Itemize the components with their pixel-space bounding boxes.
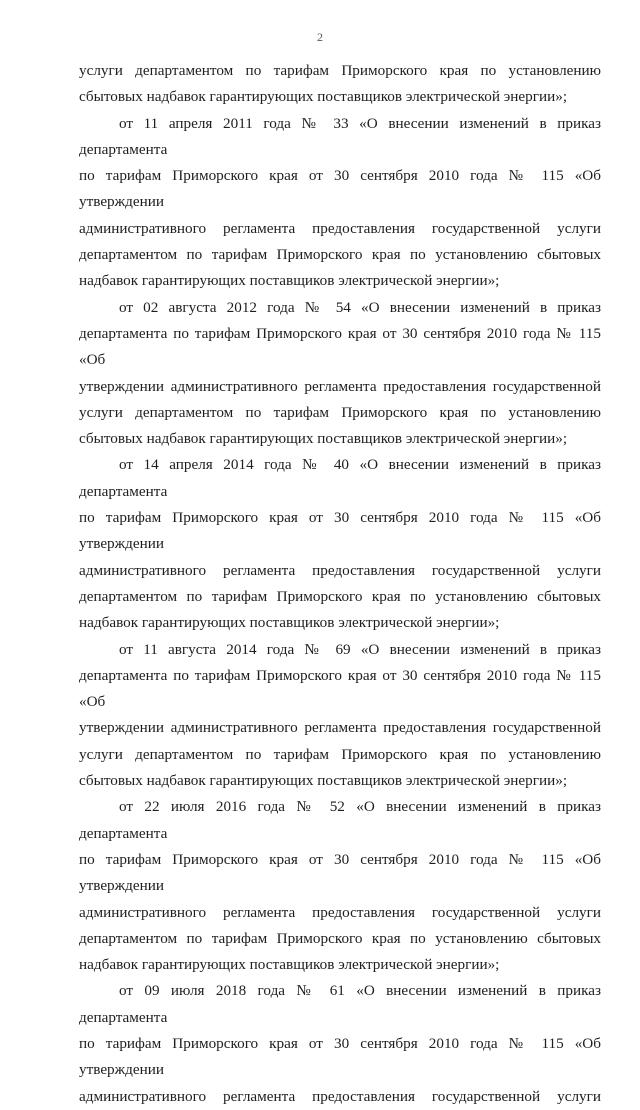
document-body bbox=[79, 58, 601, 1110]
text-line: сбытовых надбавок гарантирующих поставщиков электрической энергии»; bbox=[79, 772, 568, 790]
text-line: от 11 августа 2014 года № 69 «О внесении изменений в приказ bbox=[119, 640, 601, 658]
text-line: по тарифам Приморского края от 30 сентября 2010 года № 115 «Об утверждении bbox=[79, 1034, 601, 1079]
text-line: департамента по тарифам Приморского края от 30 сентября 2010 года № 115 «Об bbox=[79, 324, 601, 369]
text-line: услуги департаментом по тарифам Приморского края по установлению bbox=[79, 403, 601, 421]
text-line: услуги департаментом по тарифам Приморского края по установлению bbox=[79, 745, 601, 763]
text-line: от 09 июля 2018 года № 61 «О внесении изменений в приказ департамента bbox=[79, 982, 601, 1026]
text-line: административного регламента предоставления государственной услуги bbox=[79, 561, 601, 579]
text-line: надбавок гарантирующих поставщиков электрической энергии»; bbox=[79, 272, 500, 290]
text-line: административного регламента предоставления государственной услуги bbox=[79, 219, 601, 237]
text-line: утверждении административного регламента предоставления государственной bbox=[79, 377, 601, 395]
text-line: по тарифам Приморского края от 30 сентября 2010 года № 115 «Об утверждении bbox=[79, 167, 601, 211]
text-line: административного регламента предоставления государственной услуги bbox=[79, 1087, 601, 1105]
text-line: департаментом по тарифам Приморского края по установлению сбытовых bbox=[79, 246, 601, 264]
text-line: сбытовых надбавок гарантирующих поставщиков электрической энергии»; bbox=[79, 430, 568, 448]
text-block bbox=[79, 58, 601, 1110]
text-line: надбавок гарантирующих поставщиков электрической энергии»; bbox=[79, 614, 500, 632]
text-line: от 11 апреля 2011 года № 33 «О внесении изменений в приказ департамента bbox=[79, 114, 601, 158]
text-line: департаментом по тарифам Приморского края по установлению сбытовых bbox=[79, 929, 601, 947]
text-line: сбытовых надбавок гарантирующих поставщиков электрической энергии»; bbox=[79, 88, 568, 106]
text-line: услуги департаментом по тарифам Приморского края по установлению bbox=[79, 62, 601, 79]
page-number: 2 bbox=[317, 30, 323, 44]
text-line: от 02 августа 2012 года № 54 «О внесении изменений в приказ bbox=[119, 298, 601, 316]
text-line: департамента по тарифам Приморского края от 30 сентября 2010 года № 115 «Об bbox=[79, 666, 601, 711]
text-line: по тарифам Приморского края от 30 сентября 2010 года № 115 «Об утверждении bbox=[79, 850, 601, 895]
text-line: надбавок гарантирующих поставщиков электрической энергии»; bbox=[79, 956, 500, 974]
text-line: по тарифам Приморского края от 30 сентября 2010 года № 115 «Об утверждении bbox=[79, 509, 601, 553]
text-line: утверждении административного регламента предоставления государственной bbox=[79, 719, 601, 737]
text-line: департаментом по тарифам Приморского края по установлению сбытовых bbox=[79, 587, 601, 605]
text-line: от 14 апреля 2014 года № 40 «О внесении изменений в приказ департамента bbox=[79, 456, 601, 500]
text-line: административного регламента предоставления государственной услуги bbox=[79, 903, 601, 921]
text-line: от 22 июля 2016 года № 52 «О внесении изменений в приказ департамента bbox=[79, 798, 601, 842]
